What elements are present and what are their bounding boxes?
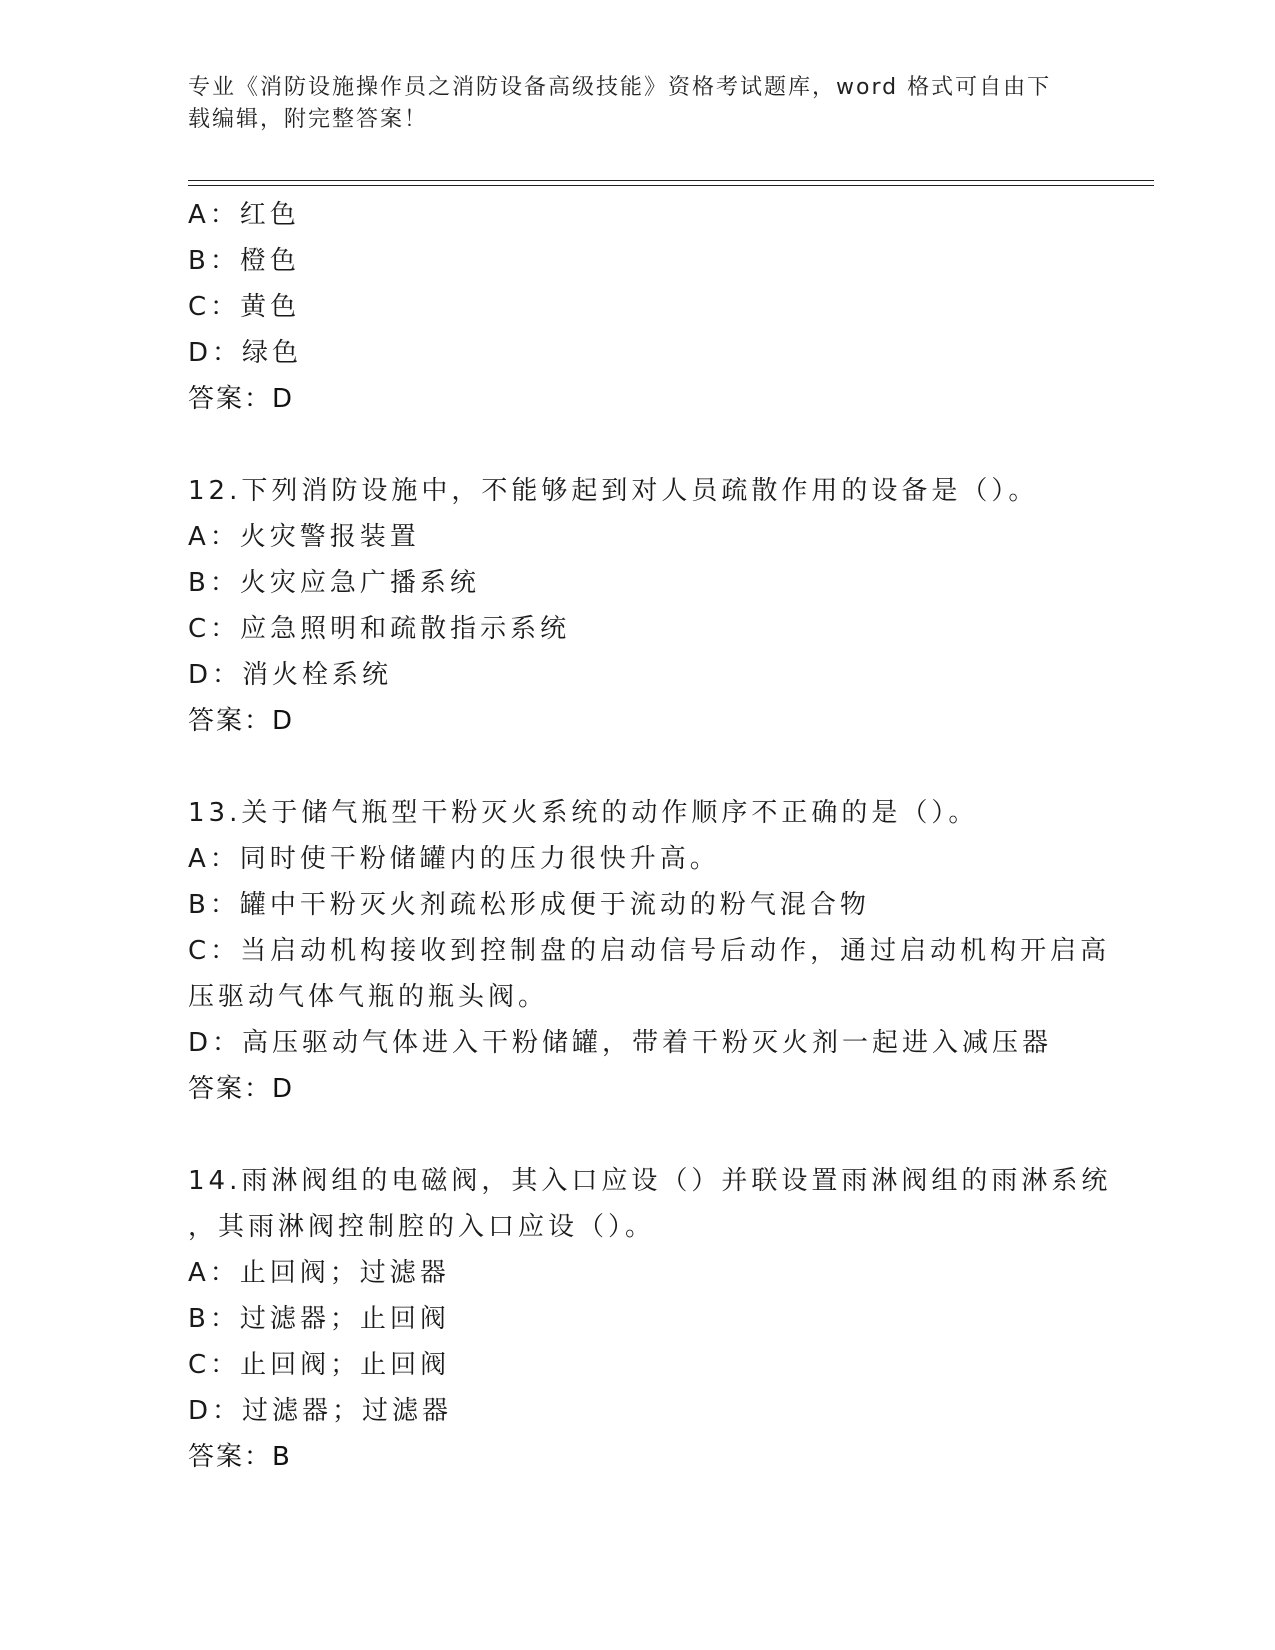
option-a: A：同时使干粉储罐内的压力很快升高。 xyxy=(188,844,720,874)
answer: 答案：D xyxy=(188,1074,295,1104)
question-stem: 12.下列消防设施中，不能够起到对人员疏散作用的设备是（）。 xyxy=(188,476,1039,506)
header-line-2: 载编辑，附完整答案！ xyxy=(188,107,429,132)
option-b: B：橙色 xyxy=(188,246,300,276)
header-divider-top xyxy=(188,180,1154,181)
option-a: A：红色 xyxy=(188,200,300,230)
answer: 答案：D xyxy=(188,706,295,736)
option-a: A：止回阀；过滤器 xyxy=(188,1258,450,1288)
option-d: D：过滤器；过滤器 xyxy=(188,1396,453,1426)
option-c-continued: 压驱动气体气瓶的瓶头阀。 xyxy=(188,982,549,1012)
question-11 xyxy=(188,192,1108,422)
option-d: D：高压驱动气体进入干粉储罐，带着干粉灭火剂一起进入减压器 xyxy=(188,1028,1053,1058)
option-b: B：火灾应急广播系统 xyxy=(188,568,480,598)
question-stem-continued: ，其雨淋阀控制腔的入口应设（）。 xyxy=(188,1212,656,1242)
option-c: C：黄色 xyxy=(188,292,301,322)
option-c: C：应急照明和疏散指示系统 xyxy=(188,614,571,644)
header-divider-bottom xyxy=(188,185,1154,186)
question-13 xyxy=(188,790,1111,1112)
spacer xyxy=(188,1112,1108,1158)
spacer xyxy=(188,422,1108,468)
option-c: C：止回阀；止回阀 xyxy=(188,1350,451,1380)
answer: 答案：D xyxy=(188,384,295,414)
option-d: D：绿色 xyxy=(188,338,303,368)
question-stem: 13.关于储气瓶型干粉灭火系统的动作顺序不正确的是（）。 xyxy=(188,798,979,828)
question-14 xyxy=(188,1158,1112,1480)
header-line-1: 专业《消防设施操作员之消防设备高级技能》资格考试题库，word 格式可自由下 xyxy=(188,75,1052,100)
option-b: B：罐中干粉灭火剂疏松形成便于流动的粉气混合物 xyxy=(188,890,870,920)
question-stem: 14.雨淋阀组的电磁阀，其入口应设（）并联设置雨淋阀组的雨淋系统 xyxy=(188,1166,1112,1196)
option-d: D：消火栓系统 xyxy=(188,660,393,690)
spacer xyxy=(188,744,1108,790)
option-c: C：当启动机构接收到控制盘的启动信号后动作，通过启动机构开启高 xyxy=(188,936,1111,966)
option-b: B：过滤器；止回阀 xyxy=(188,1304,450,1334)
question-list xyxy=(188,192,1112,1480)
question-12 xyxy=(188,468,1108,744)
option-a: A：火灾警报装置 xyxy=(188,522,420,552)
document-header xyxy=(188,72,1088,136)
answer: 答案：B xyxy=(188,1442,292,1472)
